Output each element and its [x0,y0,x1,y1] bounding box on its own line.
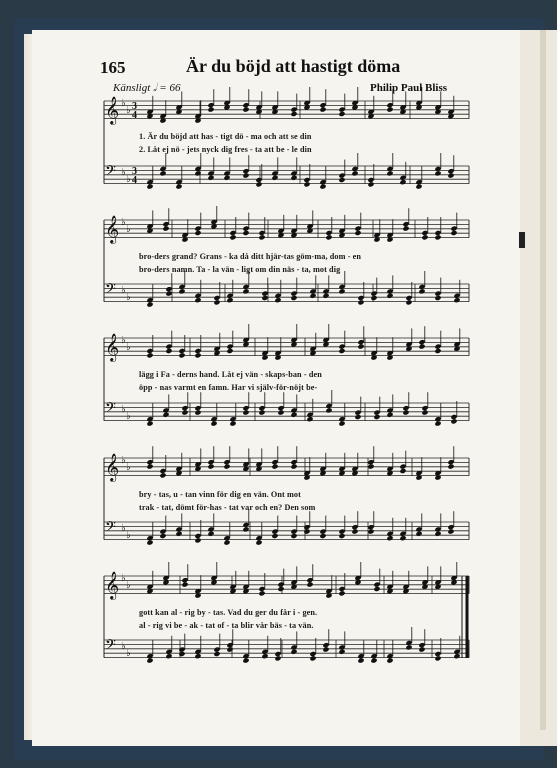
note-head [373,586,380,592]
note-head [258,410,265,416]
time-signature-bottom: 4 [132,110,137,121]
note-head [226,348,233,354]
bass-clef-icon: 𝄢 [105,519,116,539]
note-head [181,410,188,416]
note-head [338,590,345,596]
note-head [325,234,332,240]
note-head [370,658,377,664]
note-head [306,416,313,422]
note-head [274,655,281,661]
note-head [213,299,220,305]
note-head [303,529,310,535]
flat-icon: ♭ [121,641,126,652]
note-head [159,472,166,478]
flat-icon: ♭ [126,224,131,235]
note-head [274,297,281,303]
note-head [162,412,169,418]
note-head [367,464,374,470]
note-head [146,464,153,470]
note-head [207,531,214,537]
note-head [277,586,284,592]
note-head [223,175,230,181]
flat-icon: ♭ [121,335,126,346]
note-head [447,173,454,179]
composer-name: Philip Paul Bliss [370,82,448,94]
note-head [354,230,361,236]
note-head [290,533,297,539]
note-head [194,170,201,176]
note-head [159,170,166,176]
note-head [146,421,153,427]
note-head [258,234,265,240]
note-head [255,181,262,187]
note-head [303,181,310,187]
note-head [226,647,233,653]
lyric-line: lägg i Fa - derns hand. Låt ej vän - skaps-ban - den [139,370,322,379]
note-head [194,653,201,659]
note-head [338,649,345,655]
note-head [434,421,441,427]
note-head [367,181,374,187]
flat-icon: ♭ [126,342,131,353]
note-head [229,421,236,427]
flat-icon: ♭ [126,292,131,303]
lyric-line: gott kan al - rig by - tas. Vad du ger du får i - gen. [139,608,318,617]
note-head [175,184,182,190]
flat-icon: ♭ [126,648,131,659]
time-signature-top: 3 [132,166,137,177]
note-head [322,293,329,299]
note-head [450,418,457,424]
note-head [146,302,153,308]
note-head [261,295,268,301]
note-head [322,647,329,653]
note-head [447,529,454,535]
note-head [290,412,297,418]
note-head [162,226,169,232]
treble-clef-icon: 𝄞 [105,571,120,599]
note-head [194,352,201,358]
note-head [325,407,332,413]
note-head [194,230,201,236]
note-head [271,533,278,539]
note-head [386,107,393,113]
note-head [258,590,265,596]
note-head [338,533,345,539]
treble-clef-icon: 𝄞 [105,96,120,124]
note-head [357,299,364,305]
note-head [242,230,249,236]
note-head [146,540,153,546]
note-head [146,184,153,190]
note-head [223,540,230,546]
lyric-line: bro-ders namn. Ta - la vän - ligt om din näs - ta, mot dig [139,265,341,274]
note-head [261,653,268,659]
note-head [453,653,460,659]
lyric-line: öpp - nas varmt en famn. Har vi själv-för-nöjt be- [139,383,318,392]
note-head [207,464,214,470]
note-head [338,421,345,427]
note-head [338,177,345,183]
note-head [434,170,441,176]
bass-clef-icon: 𝄢 [105,400,116,420]
note-head [399,179,406,185]
lyric-line: 2. Låt ej nö - jets nyck dig fres - ta att be - le din [139,145,312,154]
lyric-line: bro-ders grand? Grans - ka då ditt hjär-tas göm-ma, dom - en [139,252,362,261]
flat-icon: ♭ [121,167,126,178]
note-head [351,529,358,535]
bass-clef-icon: 𝄢 [105,637,116,657]
note-head [306,582,313,588]
note-head [271,464,278,470]
note-head [405,299,412,305]
note-head [178,352,185,358]
note-head [290,464,297,470]
flat-icon: ♭ [126,105,131,116]
note-head [386,535,393,541]
note-head [207,107,214,113]
note-head [255,540,262,546]
note-head [351,170,358,176]
hymn-number: 165 [100,58,126,77]
note-head [242,526,249,532]
note-head [146,658,153,664]
note-head [194,297,201,303]
note-head [194,537,201,543]
lyric-line: 1. Är du böjd att has - tigt dö - ma och att se din [139,132,312,141]
note-head [178,288,185,294]
note-head [418,288,425,294]
note-head [418,344,425,350]
note-head [367,529,374,535]
time-signature-top: 3 [132,101,137,112]
note-head [242,410,249,416]
note-head [242,288,249,294]
treble-clef-icon: 𝄞 [105,215,120,243]
note-head [277,410,284,416]
note-head [309,655,316,661]
note-head [175,531,182,537]
note-head [386,412,393,418]
note-head [165,653,172,659]
note-head [415,531,422,537]
note-head [354,414,361,420]
flat-icon: ♭ [121,98,126,109]
note-head [194,410,201,416]
half-note-icon: 𝅗𝅥 [153,82,157,94]
flat-icon: ♭ [126,530,131,541]
note-head [271,175,278,181]
note-head [290,295,297,301]
lyric-line: trak - tat, dömt för-has - tat var och en? Den som [139,503,316,512]
note-head [399,468,406,474]
note-head [213,651,220,657]
note-head [434,655,441,661]
bass-clef-icon: 𝄢 [105,163,116,183]
note-head [181,582,188,588]
note-head [421,234,428,240]
note-head [242,107,249,113]
tempo-value: = 66 [159,82,181,94]
flat-icon: ♭ [126,174,131,185]
lyric-line: bry - tas, u - tan vinn för dig en vän. Ont mot [139,490,301,499]
note-head [418,647,425,653]
treble-clef-icon: 𝄞 [105,453,120,481]
note-head [386,170,393,176]
note-head [402,226,409,232]
note-head [453,297,460,303]
flat-icon: ♭ [126,462,131,473]
note-head [370,295,377,301]
note-head [165,348,172,354]
note-head [242,173,249,179]
note-head [146,352,153,358]
note-head [319,533,326,539]
note-head [223,464,230,470]
note-head [338,111,345,117]
note-head [421,410,428,416]
note-head [373,414,380,420]
note-head [402,410,409,416]
note-head [242,658,249,664]
treble-clef-icon: 𝄞 [105,333,120,361]
note-head [229,234,236,240]
hymn-title: Är du böjd att hastigt döma [186,56,401,76]
note-head [319,107,326,113]
flat-icon: ♭ [121,217,126,228]
note-head [309,293,316,299]
note-head [290,649,297,655]
note-head [415,184,422,190]
note-head [434,234,441,240]
note-head [450,230,457,236]
note-head [226,297,233,303]
flat-icon: ♭ [126,580,131,591]
note-head [159,533,166,539]
note-head [399,535,406,541]
note-head [434,295,441,301]
note-head [434,348,441,354]
note-head [405,644,412,650]
note-head [210,421,217,427]
note-head [165,291,172,297]
time-signature-bottom: 4 [132,175,137,186]
flat-icon: ♭ [121,573,126,584]
flat-icon: ♭ [126,411,131,422]
note-head [319,184,326,190]
flat-icon: ♭ [121,285,126,296]
note-head [434,531,441,537]
note-head [290,175,297,181]
note-head [290,111,297,117]
note-head [178,651,185,657]
note-head [338,348,345,354]
flat-icon: ♭ [121,455,126,466]
note-head [357,658,364,664]
flat-icon: ♭ [121,523,126,534]
bass-clef-icon: 𝄢 [105,281,116,301]
lyric-line: al - rig vi be - ak - tat of - ta blir vår bäs - ta vän. [139,621,314,630]
flat-icon: ♭ [121,404,126,415]
note-head [386,293,393,299]
note-head [338,288,345,294]
note-head [207,175,214,181]
note-head [357,344,364,350]
note-head [447,464,454,470]
note-head [386,658,393,664]
tempo-word: Känsligt [113,82,151,94]
